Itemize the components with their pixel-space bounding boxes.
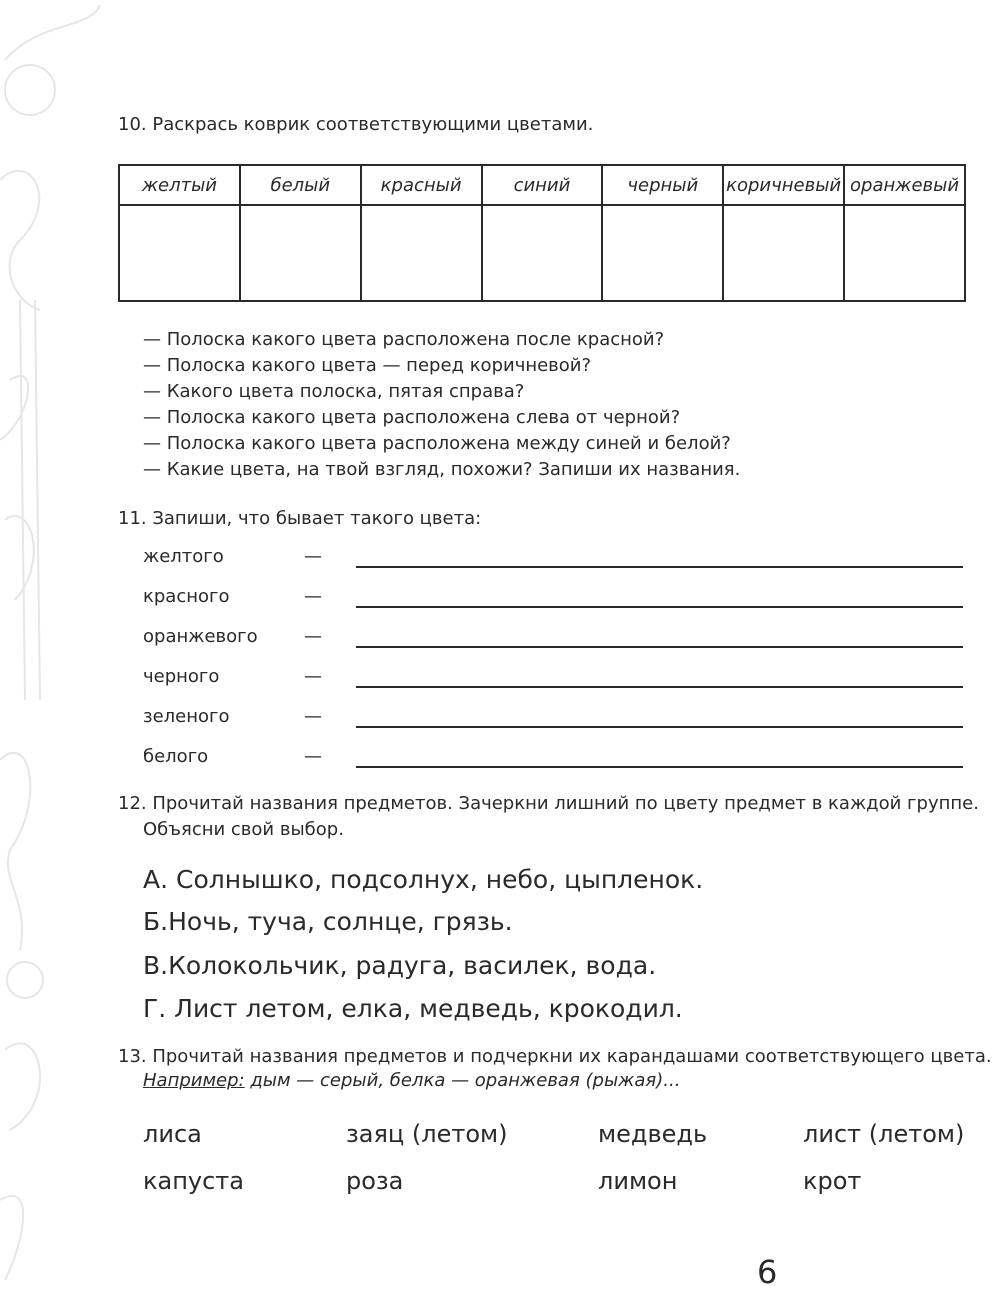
- word-item[interactable]: медведь: [598, 1120, 708, 1148]
- dash: —: [304, 666, 322, 687]
- word-item[interactable]: лист (летом): [803, 1120, 965, 1148]
- question: — Какие цвета, на твой взгляд, похожи? Запиши их названия.: [143, 459, 741, 480]
- dash: —: [304, 586, 322, 607]
- answer-row-orange: [143, 626, 963, 650]
- task-12-subtitle: Объясни свой выбор.: [143, 819, 344, 840]
- answer-row-red: [143, 586, 963, 610]
- example-text: дым — серый, белка — оранжевая (рыжая)...: [244, 1070, 681, 1091]
- task-13-title: 13. Прочитай названия предметов и подчеркни их карандашами соответствующего цвета.: [118, 1046, 992, 1067]
- column-header: белый: [240, 165, 361, 205]
- color-name: белого: [143, 746, 209, 767]
- word-item[interactable]: капуста: [143, 1167, 244, 1195]
- column-header: желтый: [119, 165, 240, 205]
- answer-line[interactable]: [356, 606, 963, 608]
- task-12-title: 12. Прочитай названия предметов. Зачеркни лишний по цвету предмет в каждой группе.: [118, 793, 979, 814]
- color-mat-table: [118, 164, 966, 302]
- task-10-questions: [143, 327, 740, 483]
- column-header: оранжевый: [844, 165, 965, 205]
- task-10-title: 10. Раскрась коврик соответствующими цветами.: [118, 114, 594, 135]
- answer-row-yellow: [143, 546, 963, 570]
- answer-row-green: [143, 706, 963, 730]
- dash: —: [304, 626, 322, 647]
- color-cell[interactable]: [240, 205, 361, 301]
- answer-line[interactable]: [356, 566, 963, 568]
- answer-line[interactable]: [356, 646, 963, 648]
- answer-line[interactable]: [356, 686, 963, 688]
- color-cell[interactable]: [119, 205, 240, 301]
- answer-row-white: [143, 746, 963, 770]
- dash: —: [304, 706, 322, 727]
- word-item[interactable]: лимон: [598, 1167, 678, 1195]
- example-label: Например:: [143, 1070, 245, 1091]
- word-item[interactable]: лиса: [143, 1120, 202, 1148]
- color-name: черного: [143, 666, 220, 687]
- task-11-title: 11. Запиши, что бывает такого цвета:: [118, 508, 482, 529]
- color-name: оранжевого: [143, 626, 258, 647]
- question: — Полоска какого цвета расположена после красной?: [143, 329, 665, 350]
- color-cell[interactable]: [602, 205, 723, 301]
- column-header: красный: [361, 165, 482, 205]
- task-13-example: [143, 1070, 680, 1091]
- word-item[interactable]: роза: [346, 1167, 404, 1195]
- word-item[interactable]: крот: [803, 1167, 862, 1195]
- color-name: красного: [143, 586, 230, 607]
- dash: —: [304, 746, 322, 767]
- word-group-b[interactable]: Б.Ночь, туча, солнце, грязь.: [143, 907, 513, 936]
- question: — Полоска какого цвета — перед коричневой?: [143, 355, 592, 376]
- color-cell[interactable]: [482, 205, 603, 301]
- answer-line[interactable]: [356, 726, 963, 728]
- table-header-row: [119, 165, 965, 205]
- color-cell[interactable]: [844, 205, 965, 301]
- color-cell[interactable]: [723, 205, 844, 301]
- word-group-a[interactable]: А. Солнышко, подсолнух, небо, цыпленок.: [143, 865, 704, 894]
- word-group-g[interactable]: Г. Лист летом, елка, медведь, крокодил.: [143, 994, 683, 1023]
- color-name: зеленого: [143, 706, 230, 727]
- page-number: 6: [757, 1253, 778, 1291]
- question: — Полоска какого цвета расположена между синей и белой?: [143, 433, 731, 454]
- column-header: синий: [482, 165, 603, 205]
- column-header: коричневый: [723, 165, 844, 205]
- question: — Полоска какого цвета расположена слева от черной?: [143, 407, 681, 428]
- dash: —: [304, 546, 322, 567]
- word-group-v[interactable]: В.Колокольчик, радуга, василек, вода.: [143, 951, 657, 980]
- column-header: черный: [602, 165, 723, 205]
- color-cell[interactable]: [361, 205, 482, 301]
- word-item[interactable]: заяц (летом): [346, 1120, 508, 1148]
- color-name: желтого: [143, 546, 224, 567]
- question: — Какого цвета полоска, пятая справа?: [143, 381, 525, 402]
- table-color-row: [119, 205, 965, 301]
- decorative-margin-art: [0, 0, 120, 1308]
- answer-row-black: [143, 666, 963, 690]
- answer-line[interactable]: [356, 766, 963, 768]
